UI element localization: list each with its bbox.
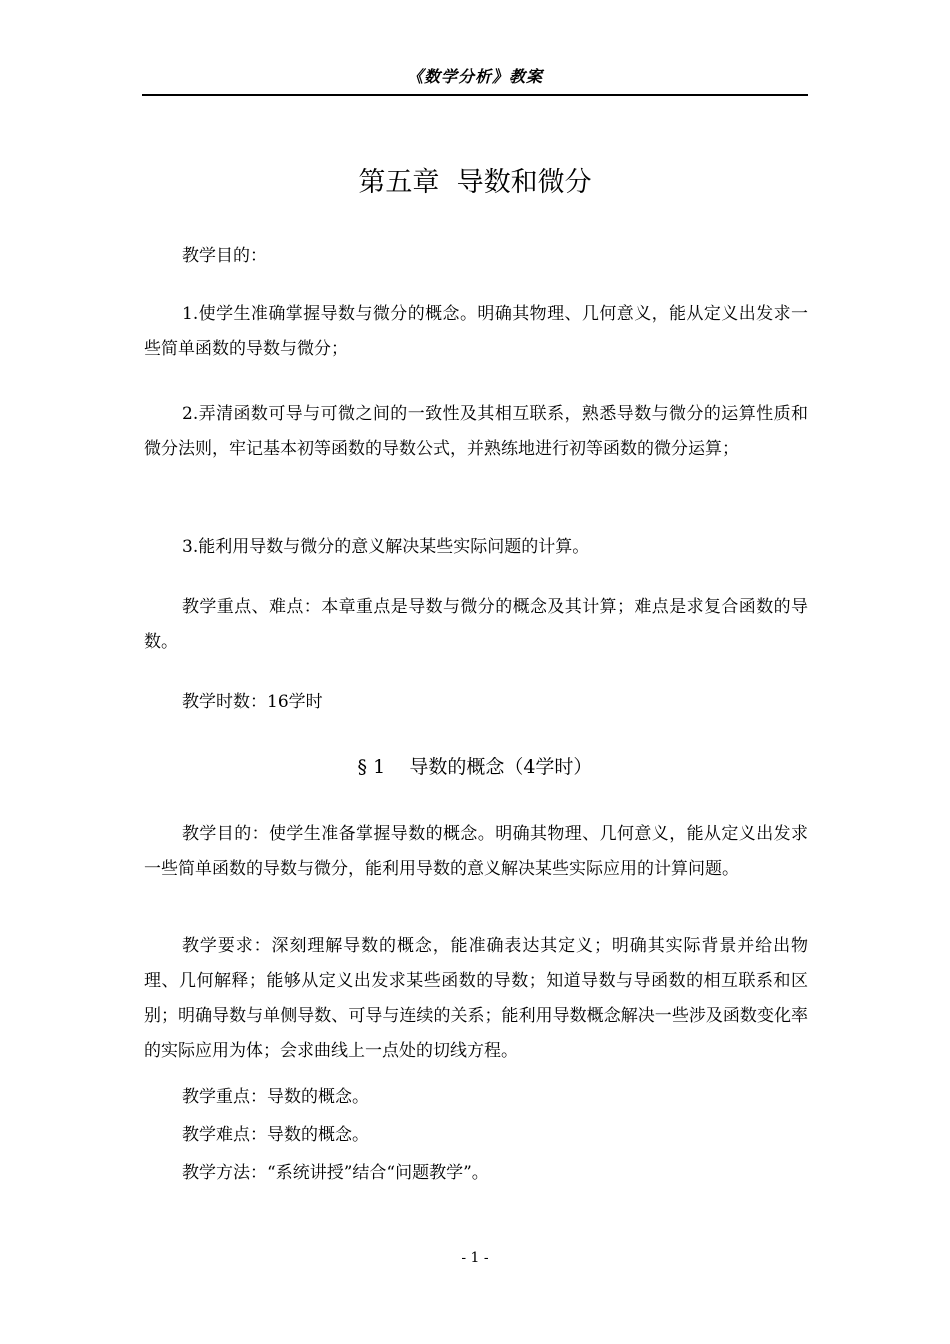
section-title: § 1 导数的概念（4学时） (357, 756, 593, 778)
chapter-title: 第五章 导数和微分 (358, 167, 592, 198)
section-difficulty: 教学难点：导数的概念。 (182, 1125, 369, 1145)
objective-item-3: 3.能利用导数与微分的意义解决某些实际问题的计算。 (182, 537, 590, 557)
page-number: - 1 - (461, 1250, 489, 1266)
running-header: 《数学分析》教案 (406, 67, 543, 86)
teaching-hours: 教学时数：16学时 (182, 692, 323, 712)
section-key-point: 教学重点：导数的概念。 (182, 1087, 369, 1107)
section-objectives-paragraph: 教学目的：使学生准备掌握导数的概念。明确其物理、几何意义，能从定义出发求一些简单函数的导数与微分，能利用导数的意义解决某些实际应用的计算问题。 (144, 824, 808, 879)
section-method: 教学方法：“系统讲授”结合“问题教学”。 (182, 1163, 489, 1183)
objectives-label: 教学目的： (182, 246, 267, 266)
section-requirements-paragraph: 教学要求：深刻理解导数的概念，能准确表达其定义；明确其实际背景并给出物理、几何解释；能够从定义出发求某些函数的导数；知道导数与导函数的相互联系和区别；明确导数与单侧导数、可导与连续的关系；能利用导数概念解决一些涉及函数变化率的实际应用为体；会求曲线上一点处的切线方程。 (144, 936, 808, 1061)
header-rule (142, 94, 808, 96)
objective-item-1: 1.使学生准确掌握导数与微分的概念。明确其物理、几何意义，能从定义出发求一些简单函数的导数与微分； (144, 304, 808, 359)
objective-item-2: 2.弄清函数可导与可微之间的一致性及其相互联系，熟悉导数与微分的运算性质和微分法则，牢记基本初等函数的导数公式，并熟练地进行初等函数的微分运算； (144, 404, 808, 459)
key-points-paragraph: 教学重点、难点：本章重点是导数与微分的概念及其计算；难点是求复合函数的导数。 (144, 597, 808, 652)
